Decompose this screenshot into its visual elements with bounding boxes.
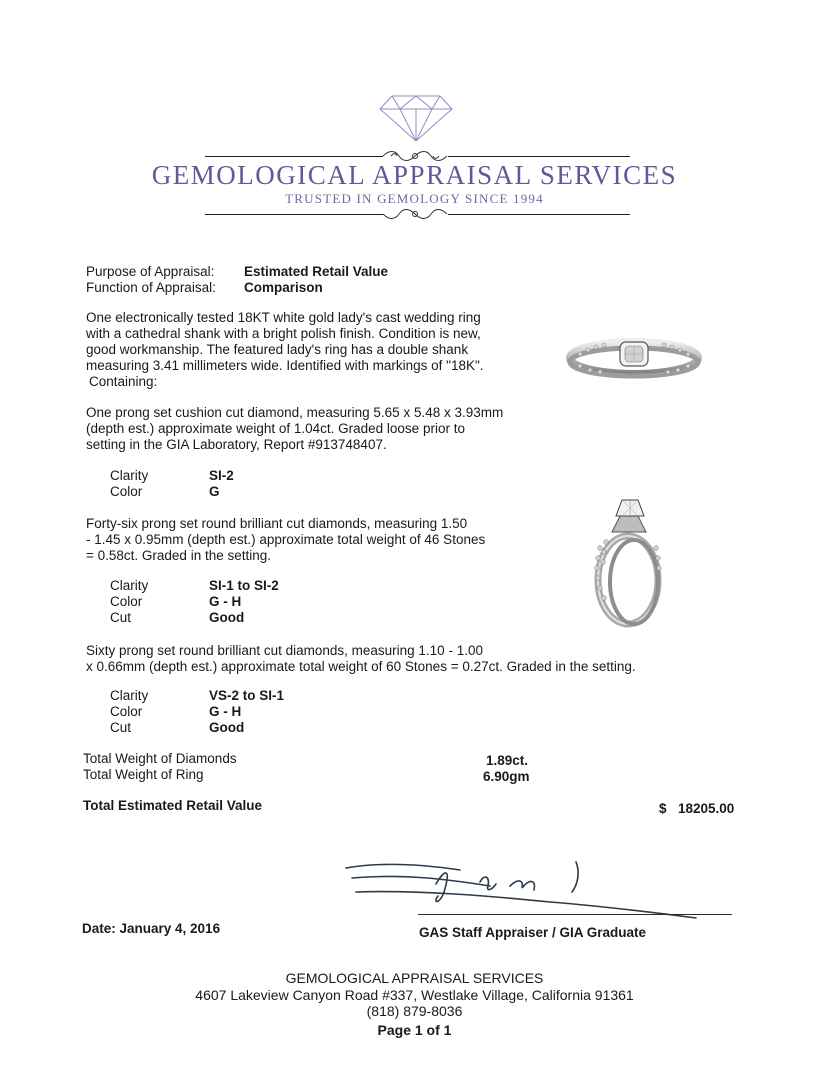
description-line: Sixty prong set round brilliant cut diamonds, measuring 1.10 - 1.00 bbox=[86, 643, 483, 658]
ring-photo-top bbox=[566, 326, 702, 382]
currency-symbol: $ bbox=[659, 801, 667, 816]
description-line: setting in the GIA Laboratory, Report #913748407. bbox=[86, 437, 387, 452]
clarity-value: SI-1 to SI-2 bbox=[209, 578, 279, 593]
clarity-label: Clarity bbox=[110, 468, 149, 483]
color-label: Color bbox=[110, 594, 143, 609]
description-line: measuring 3.41 millimeters wide. Identified with markings of "18K". bbox=[86, 358, 484, 373]
ring-photo-side bbox=[582, 488, 672, 632]
footer bbox=[0, 970, 829, 1038]
appraisal-date: Date: January 4, 2016 bbox=[82, 921, 221, 936]
total-retail-value-label: Total Estimated Retail Value bbox=[83, 798, 263, 813]
color-value: G - H bbox=[209, 594, 242, 609]
description-line: with a cathedral shank with a bright polish finish. Condition is new, bbox=[86, 326, 481, 341]
signature-line bbox=[418, 914, 732, 915]
description-line: x 0.66mm (depth est.) approximate total weight of 60 Stones = 0.27ct. Graded in the setting. bbox=[86, 659, 636, 674]
description-line: One prong set cushion cut diamond, measuring 5.65 x 5.48 x 3.93mm bbox=[86, 405, 504, 420]
total-diamond-weight-label: Total Weight of Diamonds bbox=[83, 751, 237, 766]
header-top-rule bbox=[448, 156, 630, 157]
purpose-label: Purpose of Appraisal: bbox=[86, 264, 215, 279]
header-bottom-rule bbox=[448, 214, 630, 215]
company-name: GEMOLOGICAL APPRAISAL SERVICES bbox=[151, 160, 678, 190]
description-line: One electronically tested 18KT white gold lady's cast wedding ring bbox=[86, 310, 481, 325]
function-value: Comparison bbox=[244, 280, 323, 295]
description-line: Containing: bbox=[89, 374, 158, 389]
description-line: Forty-six prong set round brilliant cut diamonds, measuring 1.50 bbox=[86, 516, 468, 531]
appraiser-signature bbox=[340, 856, 700, 922]
total-diamond-weight-value: 1.89ct. bbox=[486, 753, 529, 768]
page-number: Page 1 of 1 bbox=[377, 1021, 452, 1038]
description-line: (depth est.) approximate weight of 1.04ct. Graded loose prior to bbox=[86, 421, 465, 436]
flourish-icon bbox=[381, 206, 449, 222]
total-retail-value: 18205.00 bbox=[678, 801, 735, 816]
footer-phone: (818) 879-8036 bbox=[366, 1003, 463, 1019]
color-label: Color bbox=[110, 484, 143, 499]
cut-label: Cut bbox=[110, 720, 132, 735]
cut-value: Good bbox=[209, 720, 245, 735]
footer-address: 4607 Lakeview Canyon Road #337, Westlake Village, California 91361 bbox=[195, 986, 634, 1003]
color-label: Color bbox=[110, 704, 143, 719]
total-ring-weight-label: Total Weight of Ring bbox=[83, 767, 204, 782]
description-line: - 1.45 x 0.95mm (depth est.) approximate total weight of 46 Stones bbox=[86, 532, 486, 547]
center-stone-description bbox=[86, 405, 526, 453]
description-line: = 0.58ct. Graded in the setting. bbox=[86, 548, 271, 563]
clarity-label: Clarity bbox=[110, 688, 149, 703]
diamond-icon bbox=[378, 93, 454, 143]
header-top-rule bbox=[205, 156, 383, 157]
clarity-value: SI-2 bbox=[209, 468, 234, 483]
purpose-value: Estimated Retail Value bbox=[244, 264, 389, 279]
footer-company: GEMOLOGICAL APPRAISAL SERVICES bbox=[285, 970, 544, 986]
ring-description bbox=[86, 310, 526, 390]
group1-description bbox=[86, 516, 526, 564]
color-value: G bbox=[209, 484, 220, 499]
group2-description bbox=[86, 643, 686, 675]
cut-value: Good bbox=[209, 610, 245, 625]
clarity-value: VS-2 to SI-1 bbox=[209, 688, 285, 703]
cut-label: Cut bbox=[110, 610, 132, 625]
color-value: G - H bbox=[209, 704, 242, 719]
function-label: Function of Appraisal: bbox=[86, 280, 216, 295]
total-ring-weight-value: 6.90gm bbox=[483, 769, 530, 784]
company-tagline: TRUSTED IN GEMOLOGY SINCE 1994 bbox=[285, 191, 544, 206]
clarity-label: Clarity bbox=[110, 578, 149, 593]
appraiser-title: GAS Staff Appraiser / GIA Graduate bbox=[419, 925, 647, 940]
description-line: good workmanship. The featured lady's ring has a double shank bbox=[86, 342, 469, 357]
header-bottom-rule bbox=[205, 214, 383, 215]
